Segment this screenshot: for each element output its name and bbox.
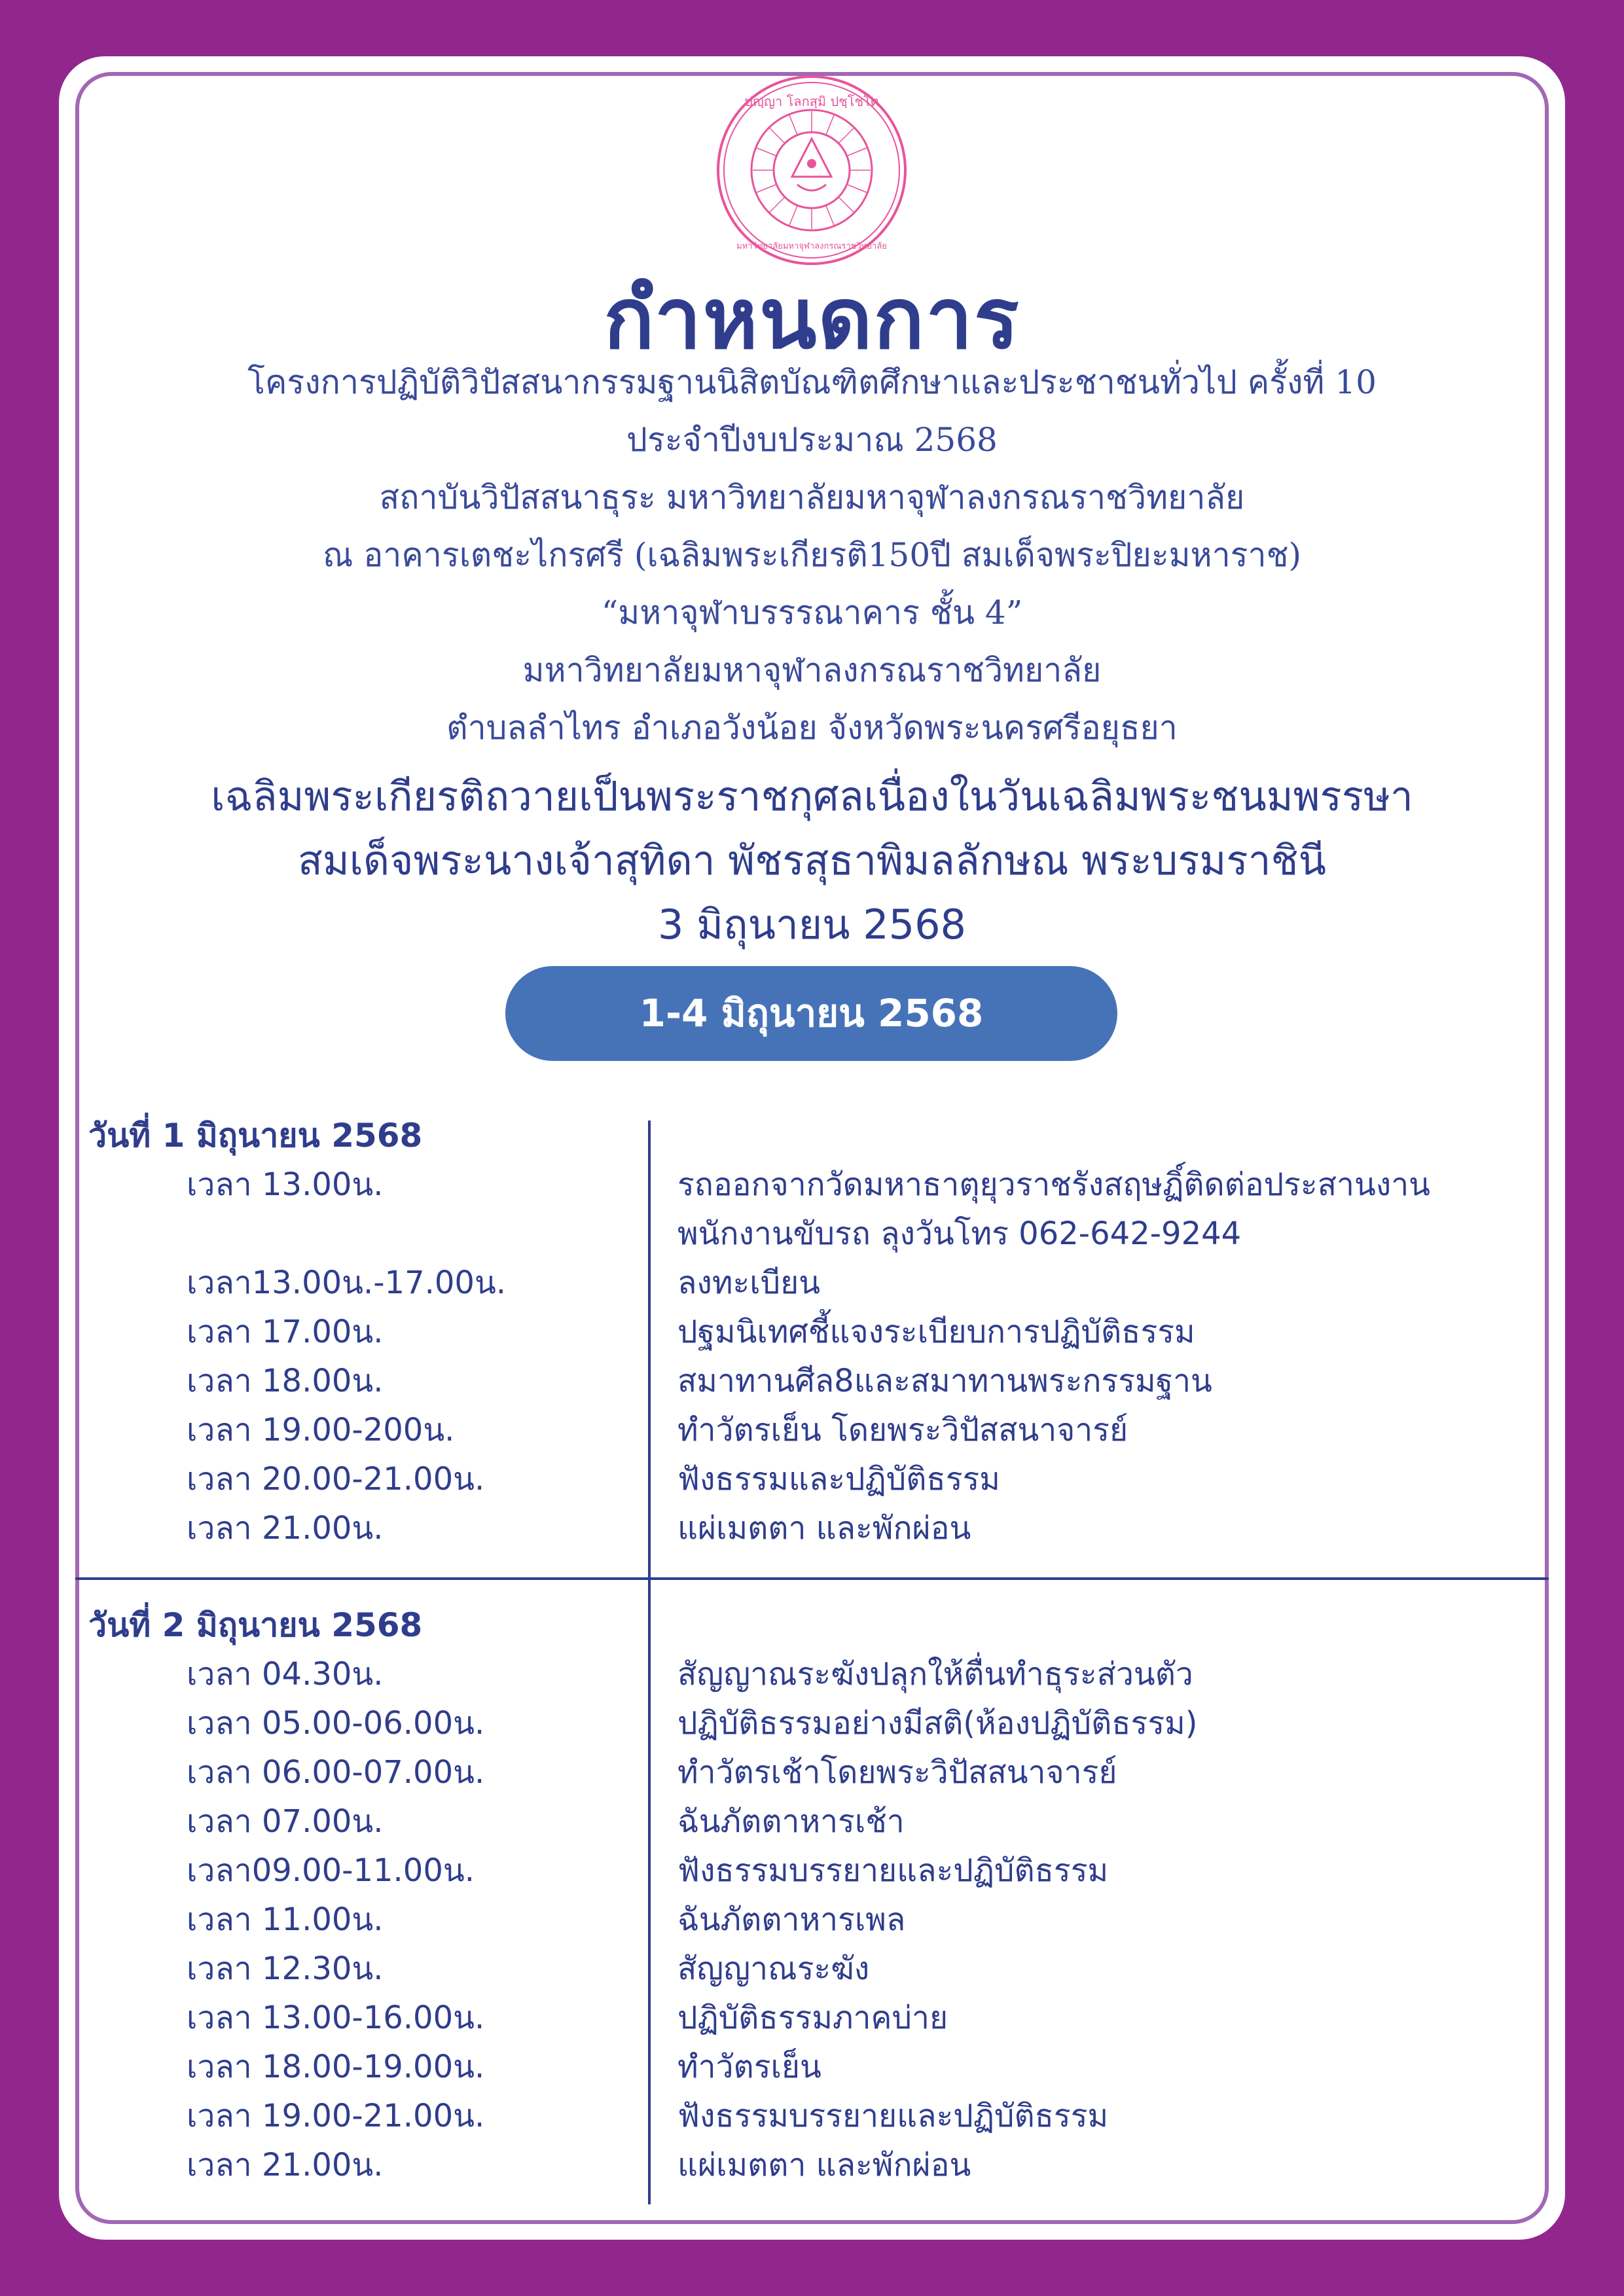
university-seal-logo: [713, 72, 910, 268]
schedule-activity: แผ่เมตตา และพักผ่อน: [677, 2147, 971, 2183]
subtitle-line: ณ อาคารเตชะไกรศรี (เฉลิมพระเกียรติ150ปี สมเด็จพระปิยะมหาราช): [322, 536, 1302, 574]
schedule-time: เวลา 06.00-07.00น.: [187, 1754, 485, 1791]
schedule-activity: ฉันภัตตาหารเช้า: [677, 1803, 905, 1840]
day-divider: [75, 1577, 1549, 1580]
schedule-activity: ปฐมนิเทศชี้แจงระเบียบการปฏิบัติธรรม: [677, 1314, 1195, 1350]
schedule-time: เวลา 18.00-19.00น.: [187, 2049, 485, 2085]
schedule-activity: ฟังธรรมและปฏิบัติธรรม: [677, 1461, 1000, 1498]
schedule-time: เวลา09.00-11.00น.: [187, 1852, 475, 1889]
schedule-time: เวลา 21.00น.: [187, 2147, 384, 2183]
schedule-time: เวลา 21.00น.: [187, 1510, 384, 1547]
column-divider: [648, 1121, 651, 1577]
schedule-activity: ทำวัตรเช้าโดยพระวิปัสสนาจารย์: [677, 1754, 1117, 1791]
schedule-activity: แผ่เมตตา และพักผ่อน: [677, 1510, 971, 1547]
subtitle-line: สถาบันวิปัสสนาธุระ มหาวิทยาลัยมหาจุฬาลงกรณราชวิทยาลัย: [379, 478, 1245, 516]
schedule-time: เวลา 13.00น.: [187, 1166, 384, 1203]
column-divider: [648, 1577, 651, 2204]
subtitle-line: ตำบลลำไทร อำเภอวังน้อย จังหวัดพระนครศรีอยุธยา: [446, 709, 1178, 747]
svg-text:มหาวิทยาลัยมหาจุฬาลงกรณราชวิทย: มหาวิทยาลัยมหาจุฬาลงกรณราชวิทยาลัย: [736, 242, 887, 251]
schedule-activity: ฉันภัตตาหารเพล: [677, 1901, 906, 1938]
schedule-time: เวลา 12.30น.: [187, 1950, 384, 1987]
dedication-line: 3 มิถุนายน 2568: [658, 901, 966, 948]
schedule-activity: พนักงานขับรถ ลุงวันโทร 062-642-9244: [677, 1215, 1242, 1252]
schedule-time: เวลา 19.00-21.00น.: [187, 2098, 485, 2134]
schedule-time: เวลา 18.00น.: [187, 1363, 384, 1399]
schedule-activity: ฟังธรรมบรรยายและปฏิบัติธรรม: [677, 1852, 1109, 1889]
page-title: กำหนดการ: [604, 270, 1020, 368]
schedule-time: เวลา 04.30น.: [187, 1656, 384, 1693]
subtitle-line: โครงการปฏิบัติวิปัสสนากรรมฐานนิสิตบัณฑิตศึกษาและประชาชนทั่วไป ครั้งที่ 10: [247, 363, 1377, 401]
schedule-time: เวลา 07.00น.: [187, 1803, 384, 1840]
schedule-time: เวลา13.00น.-17.00น.: [187, 1265, 507, 1301]
date-range-badge: 1-4 มิถุนายน 2568: [505, 966, 1117, 1061]
schedule-time: เวลา 20.00-21.00น.: [187, 1461, 485, 1498]
schedule-time: เวลา 05.00-06.00น.: [187, 1705, 485, 1742]
schedule-activity: ทำวัตรเย็น: [677, 2049, 821, 2085]
schedule-activity: ปฏิบัติธรรมภาคบ่าย: [677, 2000, 948, 2036]
project-details: [0, 353, 1624, 757]
schedule-time: เวลา 11.00น.: [187, 1901, 384, 1938]
schedule-activity: รถออกจากวัดมหาธาตุยุวราชรังสฤษฏิ์ติดต่อประสานงาน: [677, 1166, 1430, 1203]
schedule-activity: สัญญาณระฆัง: [677, 1950, 870, 1987]
day-heading: วันที่ 2 มิถุนายน 2568: [88, 1606, 423, 1644]
svg-text:ปญฺญา โลกสฺมิ ปชฺโชโต: ปญฺญา โลกสฺมิ ปชฺโชโต: [744, 94, 879, 109]
schedule-activity: ปฏิบัติธรรมอย่างมีสติ(ห้องปฏิบัติธรรม): [677, 1705, 1198, 1742]
subtitle-line: ประจำปีงบประมาณ 2568: [626, 421, 998, 459]
schedule-activity: ลงทะเบียน: [677, 1265, 821, 1301]
dedication-block: [0, 764, 1624, 957]
schedule-time: เวลา 17.00น.: [187, 1314, 384, 1350]
schedule-activity: ทำวัตรเย็น โดยพระวิปัสสนาจารย์: [677, 1412, 1128, 1448]
day-heading: วันที่ 1 มิถุนายน 2568: [88, 1117, 423, 1155]
schedule-activity: สัญญาณระฆังปลุกให้ตื่นทำธุระส่วนตัว: [677, 1656, 1193, 1693]
subtitle-line: “มหาจุฬาบรรรณาคาร ชั้น 4”: [601, 594, 1023, 632]
subtitle-line: มหาวิทยาลัยมหาจุฬาลงกรณราชวิทยาลัย: [522, 651, 1102, 689]
schedule-time: เวลา 19.00-200น.: [187, 1412, 455, 1448]
dedication-line: สมเด็จพระนางเจ้าสุทิดา พัชรสุธาพิมลลักษณ พระบรมราชินี: [298, 836, 1326, 884]
schedule-activity: ฟังธรรมบรรยายและปฏิบัติธรรม: [677, 2098, 1109, 2134]
dedication-line: เฉลิมพระเกียรติถวายเป็นพระราชกุศลเนื่องในวันเฉลิมพระชนมพรรษา: [211, 772, 1413, 820]
schedule-time: เวลา 13.00-16.00น.: [187, 2000, 485, 2036]
schedule-activity: สมาทานศีล8และสมาทานพระกรรมฐาน: [677, 1363, 1212, 1399]
